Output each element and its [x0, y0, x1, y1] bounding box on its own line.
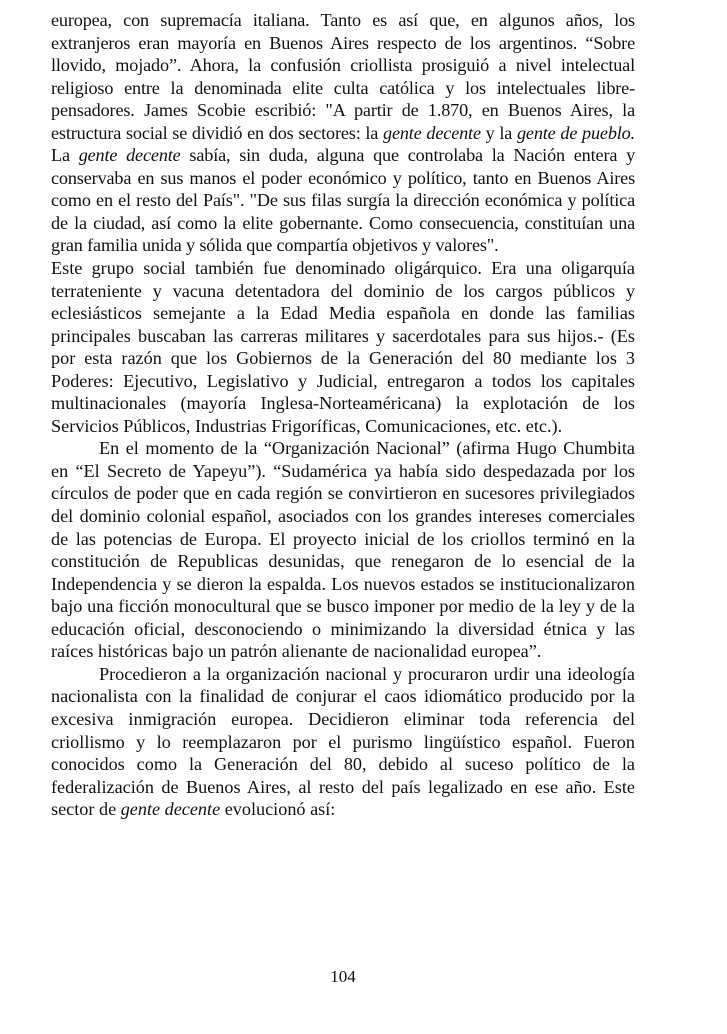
- paragraph-2-text: Este grupo social también fue denominado oligárquico. Era una oligarquía terrateniente y vacuna detentadora del dominio de los cargos públicos y eclesiásticos semejante a la Edad Media española en donde las familias principales buscaban las carreras militares y sacerdotales para sus hijos.- (Es por esta razón que los Gobiernos de la Generación del 80 mediante los 3 Poderes: Ejecutivo, Legislativo y Judicial, entregaron a todos los capitales multinacionales (mayoría Inglesa-Norteaméricana) la explotación de los Servicios Públicos, Industrias Frigoríficas, Comunicaciones, etc. etc.).: [51, 258, 635, 436]
- paragraph-1: [51, 9, 635, 257]
- paragraph-4: [51, 663, 635, 821]
- paragraph-2: [51, 257, 635, 437]
- page-number: 104: [330, 967, 356, 986]
- paragraph-1-text-4: sabía, sin duda, alguna que controlaba la Nación entera y conservaba en sus manos el poder económico y político, tanto en Buenos Aires como en el resto del País". "De sus filas surgía la dirección económica y política de la ciudad, así como la elite gobernante. Como consecuencia, constituían una gran familia unida y sólida que compartía objetivos y valores".: [51, 145, 636, 256]
- paragraph-1-italic-gente-decente-2: gente decente: [78, 145, 181, 166]
- paragraph-4-text-1: Procedieron a la organización nacional y procuraron urdir una ideología nacionalista con la finalidad de conjurar el caos idiomático producido por la excesiva inmigración europea. Decidieron eliminar toda referencia del criollismo y lo reemplazaron por el purismo lingüístico español. Fueron conocidos como la Generación del 80, debido al suceso político de la federalización de Buenos Aires, al resto del país legalizado en ese año. Este sector de: [51, 663, 635, 820]
- paragraph-4-text-2: evolucionó así:: [220, 799, 336, 820]
- body-text: [51, 9, 635, 821]
- paragraph-1-italic-gente-decente: gente decente: [383, 122, 481, 143]
- paragraph-3-text: En el momento de la “Organización Nacional” (afirma Hugo Chumbita en “El Secreto de Yapeyu”). “Sudamérica ya había sido despedazada por los círculos de poder que en cada región se convirtieron en sucesores privilegiados del dominio colonial español, asociados con los grandes intereses comerciales de las potencias de Europa. El proyecto inicial de los criollos terminó en la constitución de Republicas desunidas, que renegaron de lo esencial de la Independencia y se dieron la espalda. Los nuevos estados se institucionalizaron bajo una ficción monocultural que se busco imponer por medio de la ley y de la educación oficial, desconociendo o minimizando la diversidad étnica y las raíces históricas bajo un patrón alienante de nacionalidad europea”.: [51, 438, 635, 662]
- paragraph-1-text-1: europea, con supremacía italiana. Tanto es así que, en algunos años, los extranjeros eran mayoría en Buenos Aires respecto de los argentinos. “Sobre llovido, mojado”. Ahora, la confusión criollista prosiguió a nivel intelectual religioso entre la denominada elite culta católica y los intelectuales libre-pensadores. James Scobie escribió: "A partir de 1.870, en Buenos Aires, la estructura social se dividió en dos sectores: la: [51, 10, 635, 143]
- paragraph-4-italic-gente-decente: gente decente: [120, 799, 221, 820]
- paragraph-1-text-2: y la: [480, 122, 517, 143]
- paragraph-1-italic-gente-de-pueblo: gente de pueblo.: [516, 122, 636, 143]
- paragraph-3: [51, 437, 635, 662]
- paragraph-1-text-3: La: [51, 145, 79, 166]
